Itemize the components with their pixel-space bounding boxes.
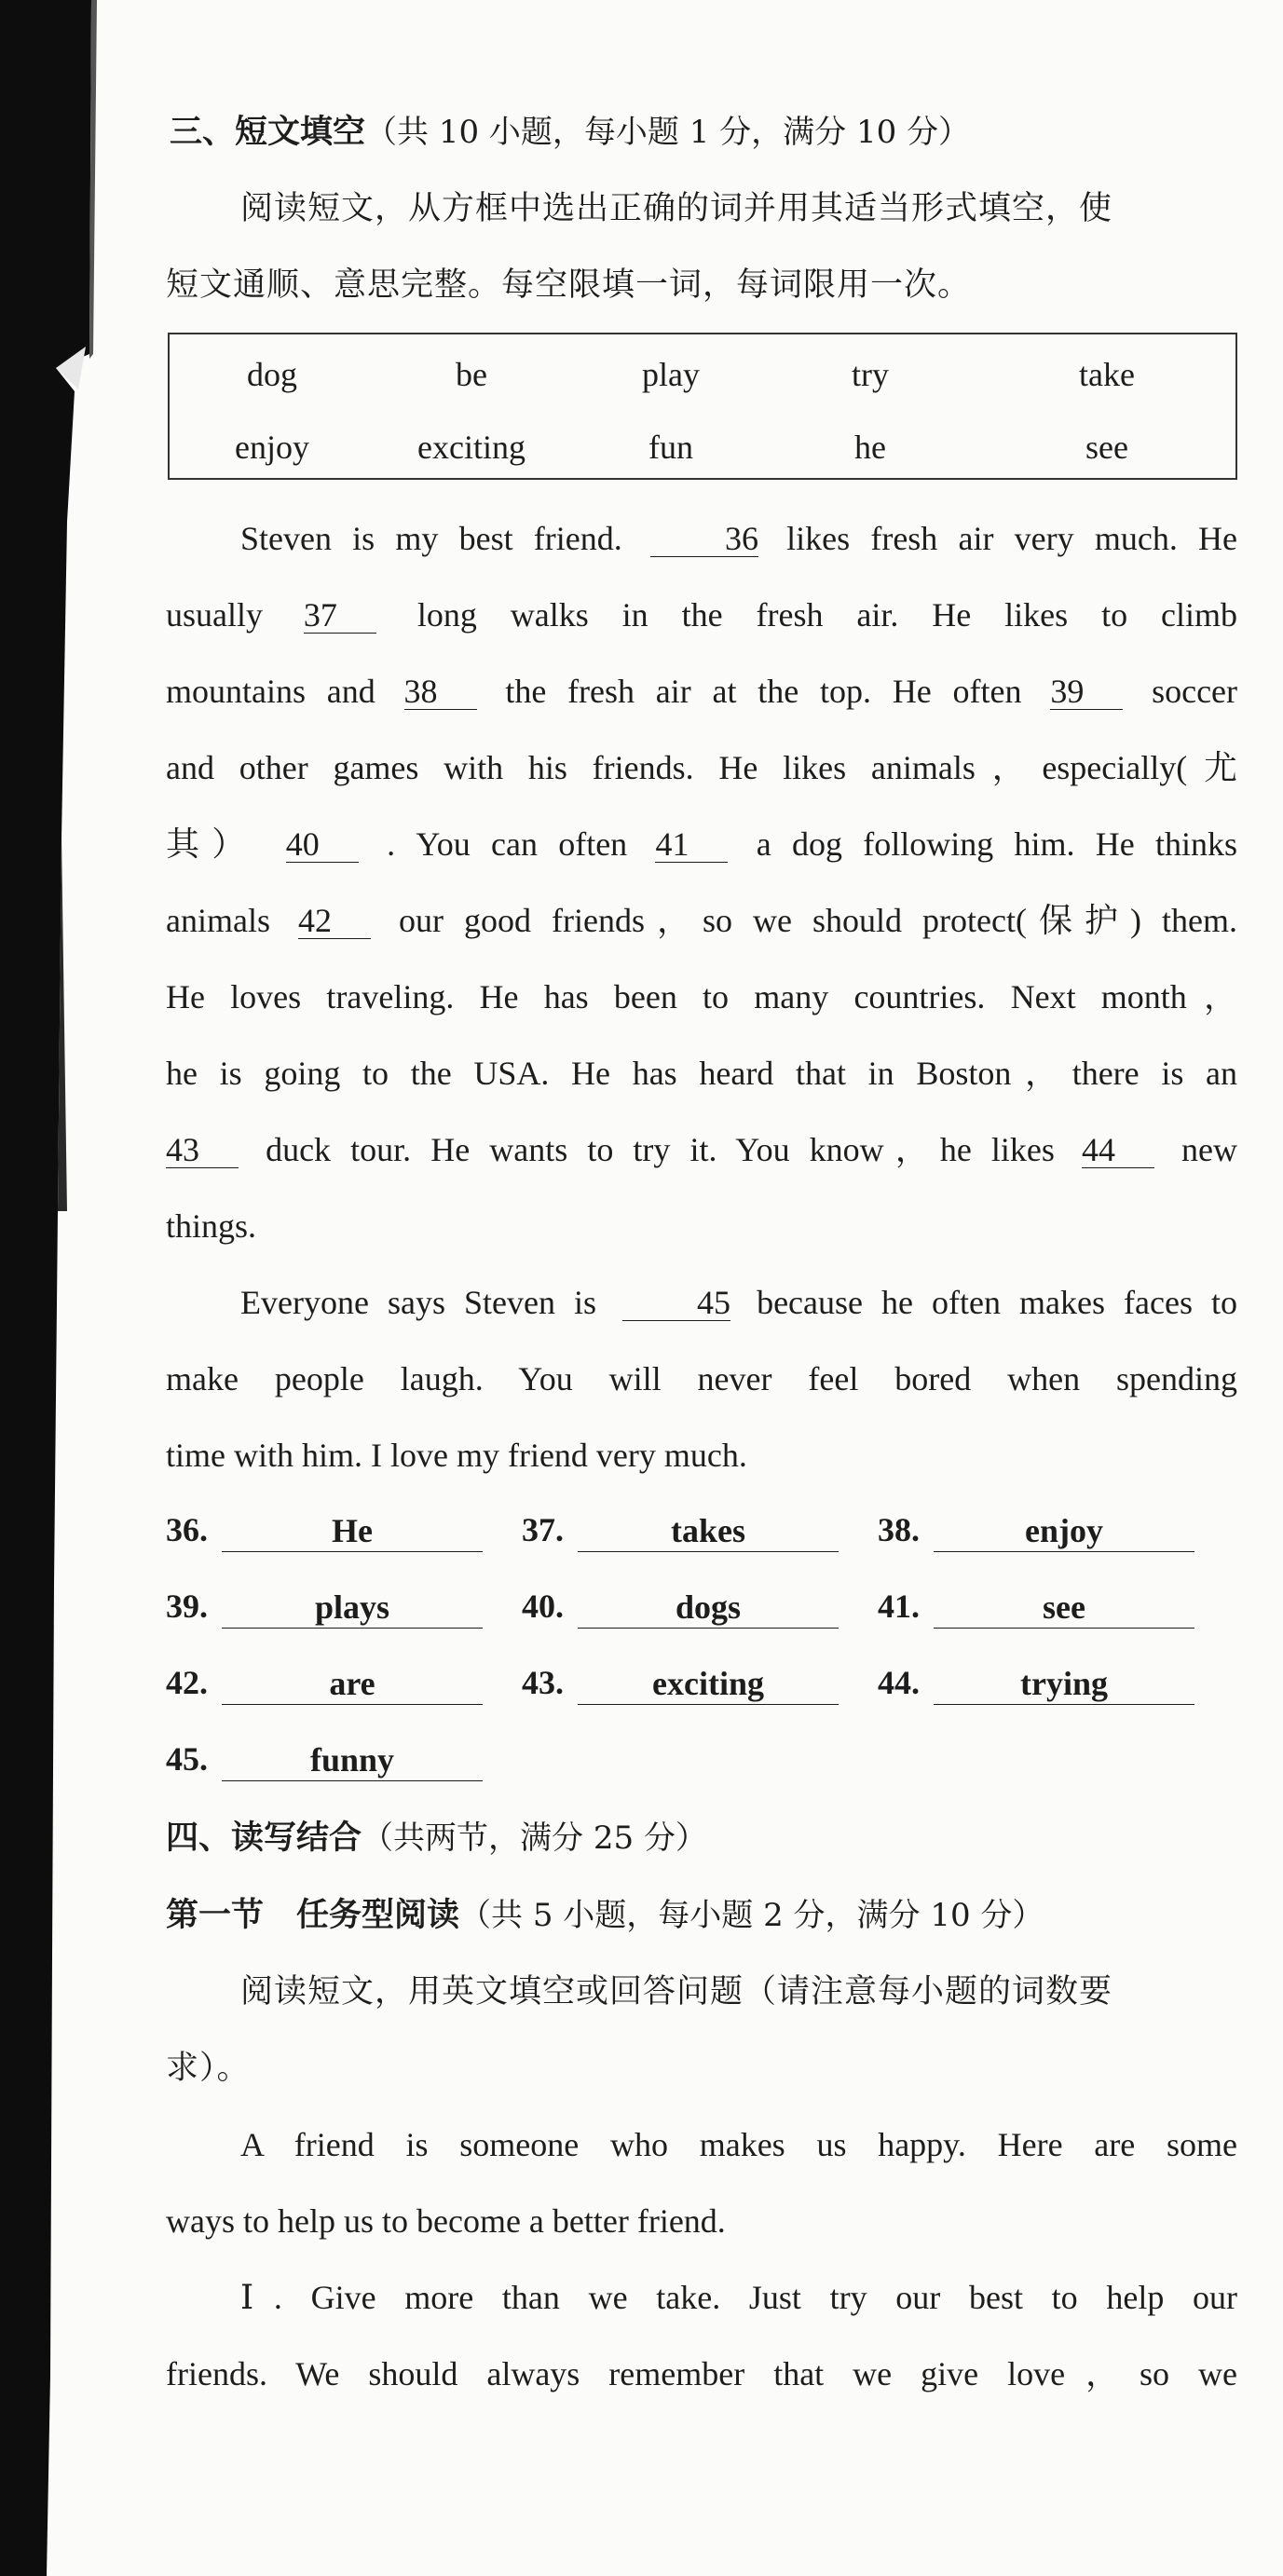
section4-instruction-2: 求）。 xyxy=(166,2050,251,2087)
answer-number: 44. xyxy=(878,1664,920,1701)
passage-line: He loves traveling. He has been to many countries. Next month， xyxy=(166,978,1237,1015)
blank-36: 36 xyxy=(650,521,758,557)
answer-value: takes xyxy=(578,1510,839,1552)
word-box-item: play xyxy=(642,356,700,393)
passage-text: 其） xyxy=(166,825,258,863)
passage-text: long walks in the fresh air. He likes to climb xyxy=(416,596,1238,634)
passage-line: time with him. I love my friend very much. xyxy=(166,1437,747,1474)
passage-line xyxy=(166,1111,1237,1188)
passage-text: our good friends，so we should protect(保护) them. xyxy=(399,902,1237,939)
passage-text: the fresh air at the top. He often xyxy=(505,673,1022,710)
answer-number: 37. xyxy=(522,1511,564,1548)
passage-text: usually xyxy=(166,596,263,634)
blank-43: 43 xyxy=(166,1132,239,1168)
passage-text: mountains and xyxy=(166,673,375,710)
answer-item xyxy=(166,1587,520,1626)
passage-text: Everyone says Steven is xyxy=(240,1284,597,1321)
section4-part1-heading xyxy=(166,1876,1237,1954)
answer-number: 42. xyxy=(166,1664,208,1701)
section4-paragraph-line: A friend is someone who makes us happy. Here are some xyxy=(240,2126,1237,2163)
word-box-item: enjoy xyxy=(235,429,309,466)
answer-number: 36. xyxy=(166,1511,208,1548)
answer-value: funny xyxy=(222,1739,483,1781)
answer-row xyxy=(166,1493,1237,1570)
section3-instruction-2: 短文通顺、意思完整。每空限填一词，每词限用一次。 xyxy=(166,266,972,304)
word-box xyxy=(168,333,1237,480)
passage-line: things. xyxy=(166,1207,257,1245)
passage-line: he is going to the USA. He has heard that in Boston，there is an xyxy=(166,1055,1237,1092)
passage-line xyxy=(166,577,1237,653)
word-box-item: fun xyxy=(648,429,693,466)
answer-row xyxy=(166,1570,1237,1646)
word-box-item: exciting xyxy=(417,429,525,466)
word-box-item: try xyxy=(852,356,889,393)
answer-value: trying xyxy=(934,1663,1194,1705)
answer-value: enjoy xyxy=(934,1510,1194,1552)
passage-text: . You can often xyxy=(387,825,628,863)
answer-value: exciting xyxy=(578,1663,839,1705)
answer-item xyxy=(166,1663,520,1702)
answer-value: are xyxy=(222,1663,483,1705)
blank-42: 42 xyxy=(298,903,371,939)
passage-text: Steven is my best friend. xyxy=(240,520,622,557)
passage-text: likes fresh air very much. He xyxy=(786,520,1238,557)
passage-text: a dog following him. He thinks xyxy=(756,825,1238,863)
passage-text: new xyxy=(1181,1131,1237,1168)
section4-instruction-1: 阅读短文，用英文填空或回答问题（请注意每小题的词数要 xyxy=(240,1973,1113,2010)
section4-note: （共两节，满分 25 分） xyxy=(362,1820,707,1857)
passage-line: and other games with his friends. He likes animals，especially(尤 xyxy=(166,749,1237,786)
answer-grid xyxy=(166,1493,1237,1799)
passage-text: because he often makes faces to xyxy=(757,1284,1237,1321)
blank-37: 37 xyxy=(304,597,376,634)
word-box-item: see xyxy=(1085,429,1128,466)
section4-paragraph-line: Ⅰ. Give more than we take. Just try our best to help our xyxy=(240,2279,1237,2316)
passage-line xyxy=(166,653,1237,729)
document-page xyxy=(166,93,1237,2412)
blank-45: 45 xyxy=(622,1285,730,1321)
answer-value: He xyxy=(222,1510,483,1552)
answer-number: 45. xyxy=(166,1740,208,1778)
answer-number: 38. xyxy=(878,1511,920,1548)
blank-41: 41 xyxy=(655,826,728,863)
blank-40: 40 xyxy=(286,826,359,863)
section3-title: 三、短文填空 xyxy=(170,114,366,151)
word-box-item: he xyxy=(854,429,886,466)
passage-line xyxy=(166,882,1237,959)
passage-text: soccer xyxy=(1152,673,1238,710)
answer-item xyxy=(522,1663,876,1702)
answer-number: 43. xyxy=(522,1664,564,1701)
section4-part1-title: 第一节 任务型阅读 xyxy=(166,1897,460,1934)
passage-text: duck tour. He wants to try it. You know，he likes xyxy=(266,1131,1055,1168)
passage-line: make people laugh. You will never feel bored when spending xyxy=(166,1360,1237,1397)
section4-part1-note: （共 5 小题，每小题 2 分，满分 10 分） xyxy=(459,1897,1044,1934)
section4-paragraph-line: friends. We should always remember that we give love，so we xyxy=(166,2355,1237,2392)
word-box-item: be xyxy=(456,356,487,393)
passage-line xyxy=(166,1264,1237,1341)
word-box-item: dog xyxy=(247,356,297,393)
answer-value: see xyxy=(934,1587,1194,1629)
section3-note: （共 10 小题，每小题 1 分，满分 10 分） xyxy=(365,114,971,151)
blank-38: 38 xyxy=(404,674,477,710)
answer-row xyxy=(166,1646,1237,1723)
answer-item xyxy=(166,1739,520,1779)
blank-44: 44 xyxy=(1082,1132,1154,1168)
answer-item xyxy=(522,1587,876,1626)
passage xyxy=(166,500,1237,1493)
answer-item xyxy=(522,1510,876,1549)
answer-number: 41. xyxy=(878,1588,920,1625)
passage-text: animals xyxy=(166,902,270,939)
answer-item xyxy=(166,1510,520,1549)
blank-39: 39 xyxy=(1050,674,1123,710)
section3-instruction-1: 阅读短文，从方框中选出正确的词并用其适当形式填空，使 xyxy=(240,190,1113,227)
section4-heading xyxy=(166,1799,1237,1876)
section4-paragraph-line: ways to help us to become a better friend. xyxy=(166,2202,726,2240)
word-box-item: take xyxy=(1079,356,1135,393)
passage-line xyxy=(166,806,1237,882)
answer-row xyxy=(166,1723,1237,1799)
answer-value: dogs xyxy=(578,1587,839,1629)
section3-heading xyxy=(170,93,1237,170)
section4-title: 四、读写结合 xyxy=(166,1820,362,1857)
answer-number: 39. xyxy=(166,1588,208,1625)
answer-value: plays xyxy=(222,1587,483,1629)
answer-number: 40. xyxy=(522,1588,564,1625)
answer-item xyxy=(878,1510,1232,1549)
passage-line xyxy=(166,500,1237,577)
answer-item xyxy=(878,1587,1232,1626)
answer-item xyxy=(878,1663,1232,1702)
